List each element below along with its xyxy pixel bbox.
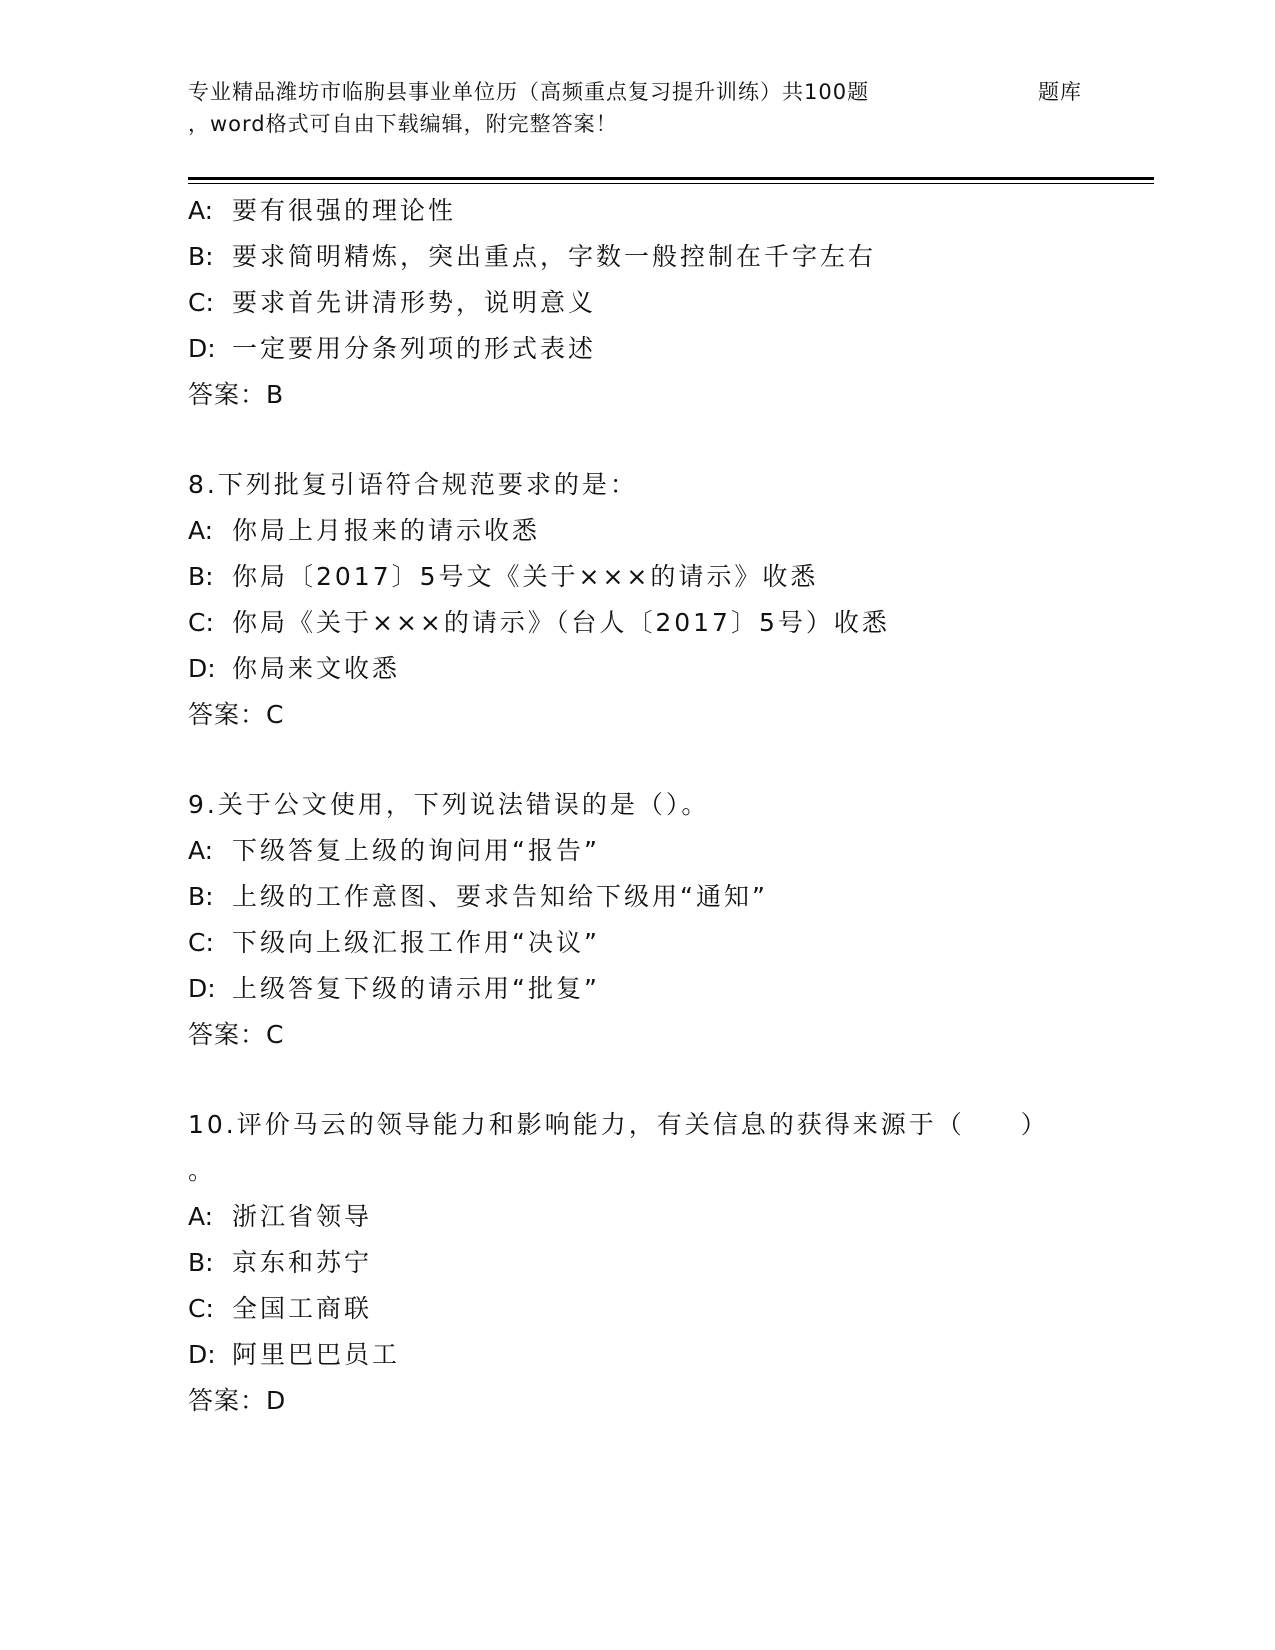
option-letter: B: xyxy=(188,242,214,271)
option-letter: C: xyxy=(188,288,214,317)
spacer xyxy=(188,1058,1128,1102)
option-a xyxy=(188,1194,1128,1240)
question-stem: 8.下列批复引语符合规范要求的是： xyxy=(188,470,638,499)
option-d xyxy=(188,966,1128,1012)
answer-line: 答案：C xyxy=(188,700,285,729)
option-letter: D: xyxy=(188,654,216,683)
header-rule-thick xyxy=(188,177,1154,180)
option-letter: C: xyxy=(188,1294,214,1323)
option-d xyxy=(188,646,1128,692)
question-stem-continuation: 。 xyxy=(188,1156,214,1185)
header-title: 专业精品潍坊市临朐县事业单位历（高频重点复习提升训练）共100题 xyxy=(188,80,870,104)
spacer xyxy=(188,418,1128,462)
question-block-8 xyxy=(188,462,1128,738)
option-text: 全国工商联 xyxy=(232,1294,373,1323)
option-text: 要有很强的理论性 xyxy=(232,196,457,225)
option-letter: B: xyxy=(188,562,214,591)
option-text: 浙江省领导 xyxy=(232,1202,373,1231)
option-letter: B: xyxy=(188,882,214,911)
header-line xyxy=(188,76,1158,108)
question-block-7 xyxy=(188,188,1128,418)
option-b xyxy=(188,874,1128,920)
option-text: 下级向上级汇报工作用“决议” xyxy=(232,928,600,957)
question-block-9 xyxy=(188,782,1128,1058)
question-stem: 10.评价马云的领导能力和影响能力，有关信息的获得来源于（ ） xyxy=(188,1110,1049,1139)
option-text: 上级的工作意图、要求告知给下级用“通知” xyxy=(232,882,768,911)
option-text: 要求简明精炼，突出重点，字数一般控制在千字左右 xyxy=(232,242,877,271)
option-letter: D: xyxy=(188,974,216,1003)
question-block-10 xyxy=(188,1102,1128,1424)
option-text: 下级答复上级的询问用“报告” xyxy=(232,836,600,865)
option-text: 你局来文收悉 xyxy=(232,654,401,683)
option-text: 要求首先讲清形势，说明意义 xyxy=(232,288,597,317)
option-a xyxy=(188,828,1128,874)
option-text: 你局上月报来的请示收悉 xyxy=(232,516,541,545)
option-text: 你局〔2017〕5号文《关于×××的请示》收悉 xyxy=(232,562,819,591)
option-text: 京东和苏宁 xyxy=(232,1248,373,1277)
page-header xyxy=(188,76,1158,140)
option-b xyxy=(188,234,1128,280)
option-letter: A: xyxy=(188,516,214,545)
option-letter: A: xyxy=(188,836,214,865)
option-b xyxy=(188,1240,1128,1286)
option-text: 你局《关于×××的请示》（台人〔2017〕5号）收悉 xyxy=(232,608,890,637)
spacer xyxy=(188,738,1128,782)
option-a xyxy=(188,188,1128,234)
option-letter: B: xyxy=(188,1248,214,1277)
option-c xyxy=(188,1286,1128,1332)
option-text: 阿里巴巴员工 xyxy=(232,1340,401,1369)
option-d xyxy=(188,326,1128,372)
answer-line: 答案：B xyxy=(188,380,285,409)
header-tag: 题库 xyxy=(1038,80,1082,104)
option-text: 上级答复下级的请示用“批复” xyxy=(232,974,600,1003)
option-c xyxy=(188,280,1128,326)
header-subtitle: ，word格式可自由下载编辑，附完整答案！ xyxy=(188,112,618,136)
option-b xyxy=(188,554,1128,600)
question-list xyxy=(188,188,1128,1424)
option-letter: C: xyxy=(188,928,214,957)
answer-line: 答案：C xyxy=(188,1020,285,1049)
option-d xyxy=(188,1332,1128,1378)
option-c xyxy=(188,920,1128,966)
question-stem: 9.关于公文使用，下列说法错误的是（）。 xyxy=(188,790,710,819)
answer-line: 答案：D xyxy=(188,1386,287,1415)
option-a xyxy=(188,508,1128,554)
option-letter: C: xyxy=(188,608,214,637)
option-letter: A: xyxy=(188,1202,214,1231)
header-rule-thin xyxy=(188,183,1154,184)
option-letter: A: xyxy=(188,196,214,225)
option-letter: D: xyxy=(188,1340,216,1369)
option-c xyxy=(188,600,1128,646)
option-text: 一定要用分条列项的形式表述 xyxy=(232,334,597,363)
option-letter: D: xyxy=(188,334,216,363)
